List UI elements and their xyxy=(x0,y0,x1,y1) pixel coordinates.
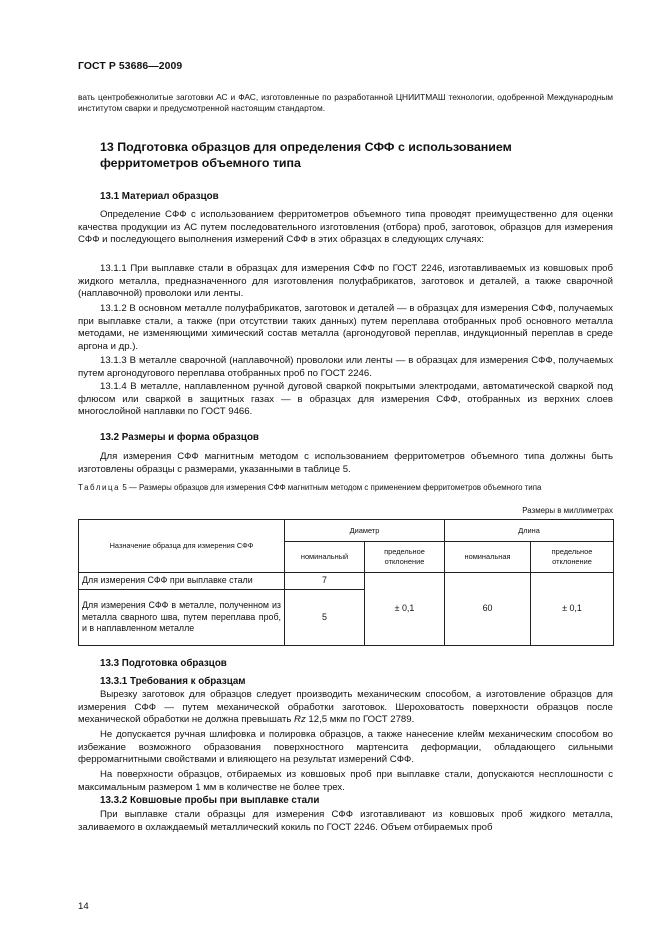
table-5-sub-nominal-diameter: номинальный xyxy=(285,542,365,573)
section-13-3-1-paragraph-3: На поверхности образцов, отбираемых из ковшовых проб при выплавке стали, допускаются несплошности с максимальным размером 1 мм в количестве не более трех. xyxy=(78,769,613,793)
table-5-row1-diameter: 7 xyxy=(285,573,365,590)
table-5-caption-text: 5 — Размеры образцов для измерения СФФ магнитным методом с применением ферритометров объемного типа xyxy=(120,483,542,492)
roughness-symbol: Rz xyxy=(294,714,306,726)
clause-13-1-4: 13.1.4 В металле, наплавленном ручной дуговой сваркой покрытыми электродами, автоматической сваркой под флюсом или сваркой в защитных газах — в образцах для измерения СФФ, отобранных из верхних слоев многослойной наплавки по ГОСТ 9466. xyxy=(78,381,613,418)
section-13-3-2-paragraph: При выплавке стали образцы для измерения СФФ изготавливают из ковшовых проб жидкого металла, заливаемого в охлаждаемый металлический кокиль по ГОСТ 2246. Объем отбираемых проб xyxy=(78,809,613,833)
table-5-col-purpose: Назначение образца для измерения СФФ xyxy=(79,520,285,573)
table-5-length-deviation: ± 0,1 xyxy=(531,573,614,646)
table-5-diameter-deviation: ± 0,1 xyxy=(365,573,445,646)
table-5-row2-diameter: 5 xyxy=(285,590,365,646)
section-13-heading: 13 Подготовка образцов для определения СФФ с использованием ферритометров объемного типа xyxy=(100,140,512,170)
section-13-2-paragraph: Для измерения СФФ магнитным методом с использованием ферритометров объемного типа должны быть изготовлены образцы с размерами, указанными в таблице 5. xyxy=(78,451,613,475)
clause-13-1-3: 13.1.3 В металле сварочной (наплавочной) проволоки или ленты — в образцах для измерения СФФ, получаемых путем аргонодугового переплава отобранных проб по ГОСТ 2246. xyxy=(78,355,613,379)
section-13-3-1-paragraph-1 xyxy=(78,689,613,727)
intro-paragraph: вать центробежнолитые заготовки АС и ФАС, изготовленные по разработанной ЦНИИТМАШ технологии, одобренной Международным институтом сварки и предусмотренной настоящим стандартом. xyxy=(78,92,613,114)
table-5-col-length: Длина xyxy=(445,520,614,542)
section-13-3-1-paragraph-1-b: 12,5 мкм по ГОСТ 2789. xyxy=(305,714,415,726)
section-13-3-1-paragraph-2: Не допускается ручная шлифовка и полировка образцов, а также нанесение клейм механическим способом во избежание возможного образования поверхностного мартенсита деформации, обладающего сильными ферромагнитными свойствами и влияющего на результат измерений СФФ. xyxy=(78,729,613,766)
section-13-3-1-paragraph-1-a: Вырезку заготовок для образцов следует производить механическим способом, а изготовление образцов для измерения СФФ — путем механической обработки заготовок. Шероховатость поверхности образцов после механической обработки не должна превышать xyxy=(78,689,613,726)
table-5-length-nominal: 60 xyxy=(445,573,531,646)
table-5 xyxy=(78,519,614,646)
table-5-row2-purpose: Для измерения СФФ в металле, полученном из металла сварного шва, путем переплава проб, и в наплавленном металле xyxy=(79,590,285,646)
section-13-2-heading: 13.2 Размеры и форма образцов xyxy=(100,432,259,443)
section-13-1-heading: 13.1 Материал образцов xyxy=(100,191,219,202)
table-5-row1-purpose: Для измерения СФФ при выплавке стали xyxy=(79,573,285,590)
table-5-sub-deviation-diameter: предельное отклонение xyxy=(365,542,445,573)
table-5-caption xyxy=(78,483,613,493)
section-13-1-paragraph: Определение СФФ с использованием ферритометров объемного типа проводят преимущественно для оценки качества продукции из АС путем последовательного изготовления (отбора) проб, заготовок, образцов для измерения СФФ и последующего выполнения измерений СФФ в этих образцах в следующих случаях: xyxy=(78,209,613,246)
section-13-3-1-heading: 13.3.1 Требования к образцам xyxy=(100,676,246,687)
clause-13-1-1: 13.1.1 При выплавке стали в образцах для измерения СФФ по ГОСТ 2246, изготавливаемых из ковшовых проб жидкого металла, предназначенного для изготовления полуфабрикатов, заготовок и деталей, а также сварочной (наплавочной) проволоки или ленты. xyxy=(78,263,613,300)
page-number: 14 xyxy=(78,901,89,912)
section-13-3-2-heading: 13.3.2 Ковшовые пробы при выплавке стали xyxy=(100,795,320,806)
section-13-3-heading: 13.3 Подготовка образцов xyxy=(100,658,227,669)
table-5-header-row xyxy=(79,520,614,542)
table-5-sub-deviation-length: предельное отклонение xyxy=(531,542,614,573)
clause-13-1-2: 13.1.2 В основном металле полуфабрикатов, заготовок и деталей — в образцах для измерения СФФ, получаемых при выплавке стали, а также (при отсутствии таких данных) путем переплава отобранных проб основного металла методами, не изменяющими химический состав металла (аргонодуговой переплав, индукционный переплав в среде аргона и др.). xyxy=(78,303,613,352)
document-header: ГОСТ Р 53686—2009 xyxy=(78,61,183,72)
table-5-col-diameter: Диаметр xyxy=(285,520,445,542)
table-row xyxy=(79,573,614,590)
table-5-caption-label: Таблица xyxy=(78,483,121,492)
table-5-sub-nominal-length: номинальная xyxy=(445,542,531,573)
table-5-units: Размеры в миллиметрах xyxy=(522,506,613,515)
